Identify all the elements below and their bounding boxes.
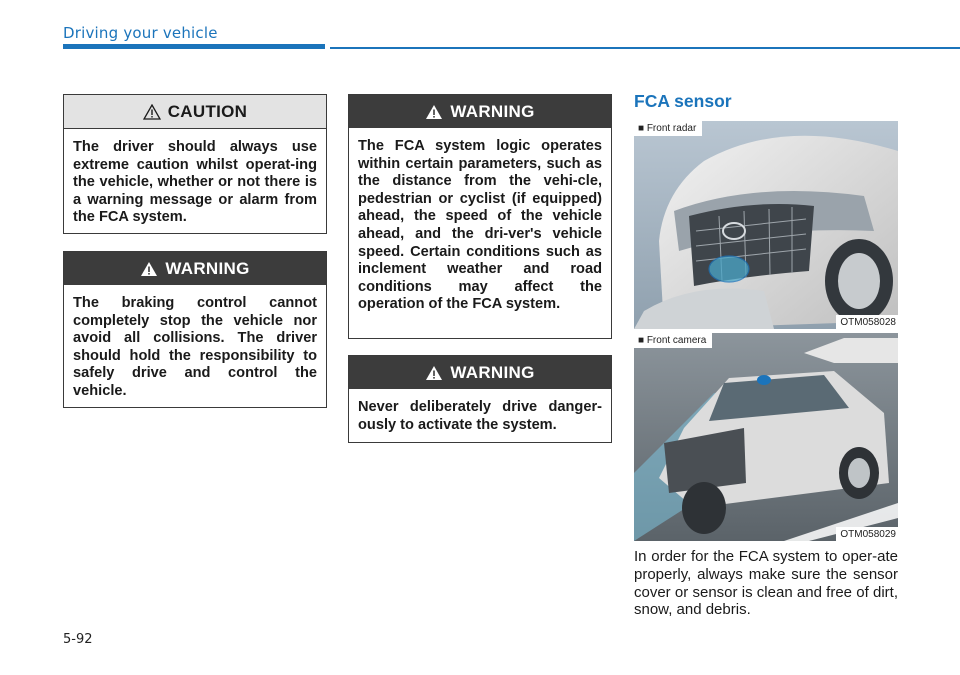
- warning-header: [349, 356, 611, 389]
- caution-text: The driver should always use extreme caution whilst operat-ing the vehicle, whether or not there is a warning message or alarm from the FCA system.: [73, 139, 317, 226]
- fca-sensor-body: In order for the FCA system to oper-ate properly, always make sure the sensor cover or sensor is clean and free of dirt, snow, and debris.: [634, 548, 898, 619]
- caution-header: [64, 95, 326, 129]
- warning-triangle-icon: [425, 104, 443, 120]
- warning-title: WARNING: [450, 362, 535, 382]
- caution-title: CAUTION: [167, 101, 248, 121]
- warning-triangle-icon: [425, 365, 443, 381]
- warning-box-logic: [348, 94, 612, 339]
- front-camera-illustration: [634, 333, 898, 541]
- header-rule-thick: [63, 44, 325, 49]
- warning-triangle-outline-icon: [143, 104, 161, 120]
- figure-front-radar: [634, 121, 898, 329]
- front-radar-code: OTM058028: [836, 315, 898, 329]
- figure-front-camera: [634, 333, 898, 541]
- warning-box-danger: [348, 355, 612, 443]
- warning-triangle-icon: [140, 261, 158, 277]
- warning-text-danger: Never deliberately drive danger-ously to activate the system.: [358, 399, 602, 433]
- warning-text-logic: The FCA system logic operates within certain parameters, such as the distance from the vehi-cle, pedestrian or cyclist (if equipped) ahead, the speed of the vehicle ahead, and the dri-ver's vehicle speed. Certain conditions such as inclement weather and road conditions may affect the operation of the FCA system.: [358, 138, 602, 313]
- header-rule-thin: [330, 47, 960, 49]
- front-radar-illustration: [634, 121, 898, 329]
- front-camera-code: OTM058029: [836, 527, 898, 541]
- warning-header: [349, 95, 611, 128]
- caution-box: [63, 94, 327, 234]
- warning-title: WARNING: [450, 101, 535, 121]
- warning-box-braking: [63, 251, 327, 408]
- warning-text-braking: The braking control cannot completely stop the vehicle nor avoid all collisions. The driver should hold the responsibility to safely drive and control the vehicle.: [73, 295, 317, 399]
- section-title: Driving your vehicle: [63, 24, 218, 42]
- warning-header: [64, 252, 326, 285]
- fca-sensor-heading: FCA sensor: [634, 91, 732, 111]
- front-radar-label: ■ Front radar: [634, 121, 702, 136]
- page-number: 5-92: [63, 632, 93, 647]
- warning-title: WARNING: [165, 258, 250, 278]
- front-camera-label: ■ Front camera: [634, 333, 712, 348]
